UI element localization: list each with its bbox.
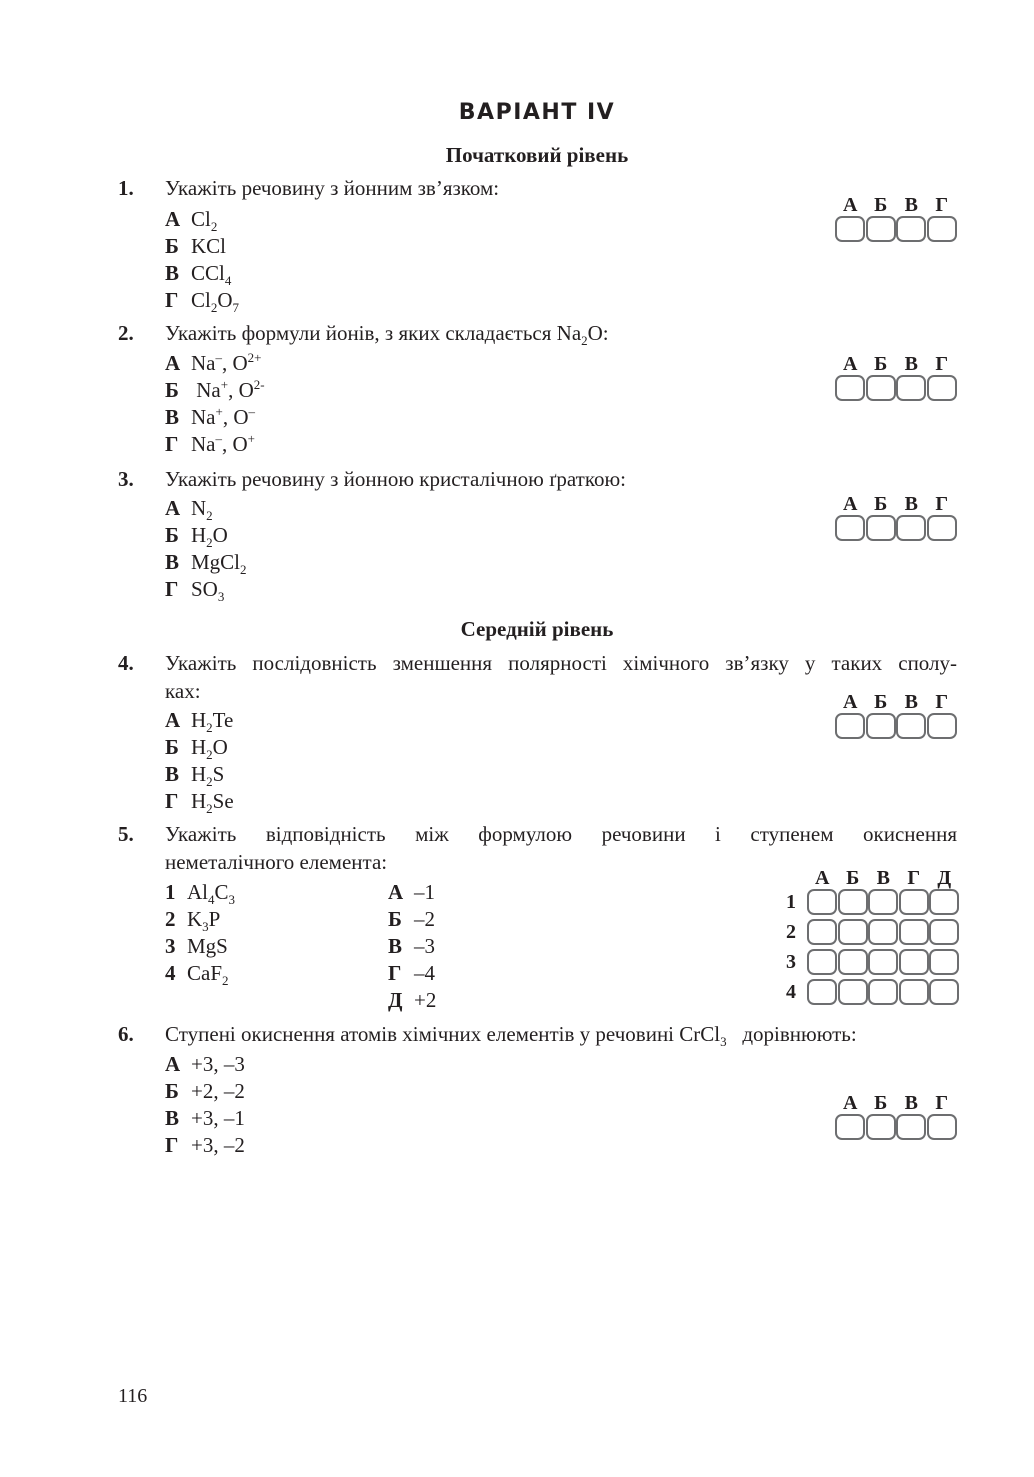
answer-header: В [904,493,918,515]
answer-box[interactable] [899,889,929,915]
option-formula: Na–, O+ [191,431,256,456]
answer-box[interactable] [838,979,868,1005]
answer-grid [835,194,957,242]
level-heading-middle: Середній рівень [460,617,614,641]
answer-header: Б [874,691,888,713]
answer-box[interactable] [866,375,896,401]
answer-header: Б [874,493,888,515]
option-letter: Б [165,735,179,759]
option [165,1052,245,1077]
option-letter: Б [165,523,179,547]
option-formula: Na+, O– [191,404,256,429]
option-letter: В [165,1106,180,1130]
option-value: –2 [414,907,435,931]
answer-header: Г [935,691,949,713]
answer-grid [835,353,957,401]
option-formula: KCl [191,234,227,258]
option-formula: +3, –2 [191,1133,245,1157]
option-letter: В [165,261,180,285]
answer-box[interactable] [807,979,837,1005]
answer-grid [835,691,957,739]
answer-box[interactable] [896,1114,926,1140]
answer-header: Г [935,194,949,216]
answer-header: А [843,194,858,216]
option [165,288,240,316]
option-letter: А [388,880,404,904]
option [165,577,225,605]
answer-box[interactable] [896,515,926,541]
match-number: 2 [165,907,176,931]
option-formula: $Cl_2O_7$ [191,288,240,316]
option-formula: +3, –1 [191,1106,245,1130]
answer-box[interactable] [866,216,896,242]
option-value: –4 [414,961,435,985]
question-number: 5. [118,822,134,846]
answer-box[interactable] [899,979,929,1005]
question-number: 6. [118,1022,134,1046]
option-formula: +2, –2 [191,1079,245,1103]
answer-box[interactable] [835,515,865,541]
match-left [165,880,236,908]
question-text-line2: ках: [165,679,201,703]
match-left [165,907,221,935]
answer-box[interactable] [838,919,868,945]
match-right [388,961,435,986]
option [165,405,255,430]
answer-box[interactable] [868,949,898,975]
match-number: 3 [165,934,176,958]
option-letter: Б [165,1079,179,1103]
option-letter: Г [388,961,402,985]
answer-box[interactable] [807,919,837,945]
question-number: 3. [118,467,134,491]
answer-box[interactable] [866,713,896,739]
option [165,1079,245,1104]
option-formula: Na–, $O^{2+}$ [191,350,262,375]
option [165,234,226,259]
option-formula: $H_2Te$ [191,708,234,736]
option-value: –1 [414,880,435,904]
match-right [388,907,435,932]
answer-grid [835,1092,957,1140]
answer-box[interactable] [838,889,868,915]
answer-box[interactable] [807,889,837,915]
answer-box[interactable] [866,1114,896,1140]
option-formula: Na+, $O^{2-}$ [191,377,265,402]
option-letter: А [165,496,181,520]
option-formula: MgCl$_2$ [191,550,247,578]
answer-box[interactable] [927,515,957,541]
answer-box[interactable] [835,713,865,739]
row-label: 1 [786,890,796,913]
option-letter: В [165,405,180,429]
option-letter: В [165,762,180,786]
answer-header: В [904,691,918,713]
answer-header: В [904,194,918,216]
answer-box[interactable] [929,949,959,975]
answer-header: А [843,1092,858,1114]
question-text-line2: неметалічного елемента: [165,850,388,874]
match-number: 4 [165,961,176,985]
option-formula: $Cl_2$ [191,207,218,235]
option-formula: $SO_3$ [191,577,225,605]
option [165,261,232,289]
option-value: –3 [414,934,435,958]
option-letter: Г [165,432,179,456]
answer-box[interactable] [927,713,957,739]
option [165,789,234,817]
match-right [388,934,435,959]
answer-header: А [843,493,858,515]
option-formula: $H_2S$ [191,762,225,790]
option [165,1106,245,1131]
row-label: 3 [786,950,796,973]
option-formula: $K_3P$ [187,907,221,935]
row-label: 2 [786,920,796,943]
answer-box[interactable] [868,919,898,945]
answer-box[interactable] [896,216,926,242]
option-formula: $Al_4C_3$ [187,880,236,908]
question-number: 1. [118,176,134,200]
answer-header: Б [874,353,888,375]
option [165,1133,245,1158]
match-right [388,880,435,905]
page-title: ВАРІАНТ IV [458,100,616,125]
answer-header: Б [874,194,888,216]
option-letter: Б [165,378,179,402]
answer-box[interactable] [868,979,898,1005]
option [165,708,234,736]
match-number: 1 [165,880,176,904]
option-letter: В [165,550,180,574]
option-letter: А [165,708,181,732]
answer-grid [835,493,957,541]
question-text-line1: Укажіть відповідність між формулою речовини і ступенем окиснення [165,822,957,846]
answer-box[interactable] [927,375,957,401]
option [165,378,265,403]
answer-header: В [904,1092,918,1114]
option-letter: А [165,351,181,375]
answer-header: Б [846,867,860,889]
answer-header: А [843,353,858,375]
option-formula: $N_2$ [191,496,213,524]
answer-box[interactable] [807,949,837,975]
option-value: +2 [414,988,437,1012]
match-left [165,961,229,989]
answer-box[interactable] [896,375,926,401]
answer-header: Г [935,1092,949,1114]
answer-header: Г [907,867,921,889]
option [165,523,228,551]
option-letter: Б [165,234,179,258]
answer-header: В [876,867,890,889]
option [165,432,255,457]
answer-box[interactable] [835,1114,865,1140]
page-number: 116 [118,1385,148,1407]
question-text: Укажіть речовину з йонною кристалічною ґраткою: [165,467,627,491]
option-formula: $H_2O$ [191,523,228,551]
question-text: Укажіть речовину з йонним зв’язком: [165,176,500,200]
option-letter: А [165,207,181,231]
answer-box[interactable] [866,515,896,541]
answer-header: Г [935,353,949,375]
option-formula: $H_2Se$ [191,789,234,817]
question-text: Ступені окиснення атомів хімічних елементів у речовині CrCl$_3$ дорівнюють: [165,1022,857,1050]
question-number: 4. [118,651,134,675]
option-letter: А [165,1052,181,1076]
option-letter: Б [388,907,402,931]
answer-header: В [904,353,918,375]
option-formula: CaF$_2$ [187,961,229,989]
answer-header: А [843,691,858,713]
option-letter: Д [388,988,403,1012]
option-letter: В [388,934,403,958]
answer-box[interactable] [929,889,959,915]
question-number: 2. [118,321,134,345]
answer-box[interactable] [929,979,959,1005]
answer-box[interactable] [927,1114,957,1140]
option [165,762,225,790]
answer-box[interactable] [896,713,926,739]
answer-box[interactable] [899,919,929,945]
answer-box[interactable] [838,949,868,975]
answer-header: А [815,867,830,889]
answer-box[interactable] [835,216,865,242]
option [165,351,262,376]
answer-box[interactable] [835,375,865,401]
option [165,207,218,235]
option-letter: Г [165,288,179,312]
option-formula: $H_2O$ [191,735,228,763]
answer-box[interactable] [868,889,898,915]
option [165,496,213,524]
option-formula: CCl$_4$ [191,261,232,289]
option-letter: Г [165,789,179,813]
option [165,550,247,578]
level-heading-initial: Початковий рівень [445,143,629,167]
option-letter: Г [165,1133,179,1157]
option-letter: Г [165,577,179,601]
answer-box[interactable] [899,949,929,975]
answer-header: Б [874,1092,888,1114]
answer-box[interactable] [929,919,959,945]
option-formula: +3, –3 [191,1052,245,1076]
answer-box[interactable] [927,216,957,242]
option-formula: MgS [187,934,228,958]
row-label: 4 [786,980,796,1003]
match-answer-grid [786,867,960,1006]
answer-header: Г [935,493,949,515]
question-text: Укажіть формули йонів, з яких складається $Na_2O$: [165,321,609,349]
question-text-line1: Укажіть послідовність зменшення полярності хімічного зв’язку у таких сполу- [165,651,957,675]
match-right [388,988,436,1013]
match-left [165,934,228,959]
answer-header: Д [937,867,952,889]
option [165,735,228,763]
